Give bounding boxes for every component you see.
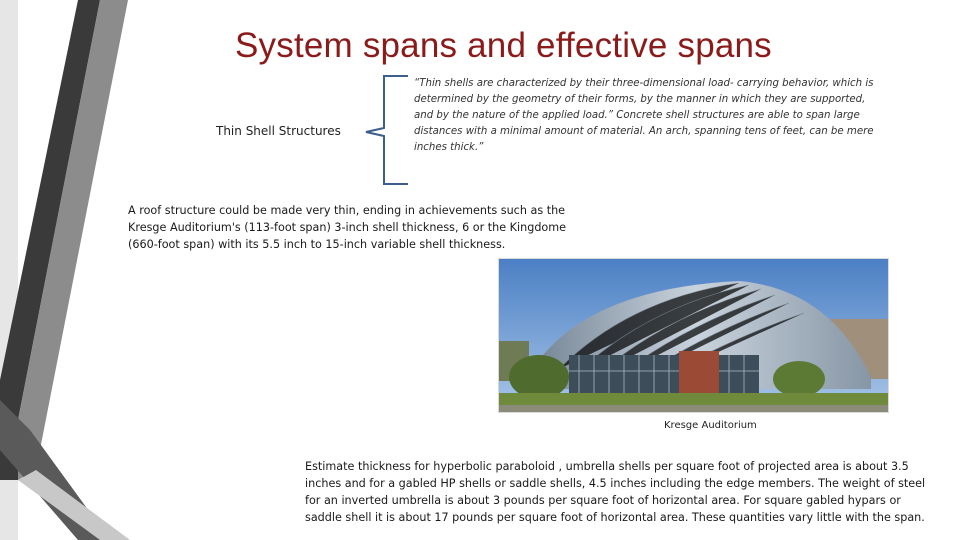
kresge-auditorium-photo bbox=[498, 258, 889, 413]
thin-shell-label: Thin Shell Structures bbox=[216, 124, 341, 138]
auditorium-illustration bbox=[499, 259, 888, 412]
photo-caption: Kresge Auditorium bbox=[664, 420, 757, 431]
roof-paragraph: A roof structure could be made very thin, ending in achievements such as the Kresge Auditorium's (113-foot span) 3-inch shell thickness, 6 or the Kingdome (660-foot span) with its 5.5 inch to 15-inch variable shell thickness. bbox=[128, 204, 567, 251]
decorative-side-bands bbox=[0, 0, 140, 540]
estimate-paragraph: Estimate thickness for hyperbolic paraboloid , umbrella shells per square foot of projected area is about 3.5 inches and for a gabled HP shells or saddle shells, 4.5 inches including the edge members. The weight of steel for an inverted umbrella is about 3 pounds per square foot of horizontal area. For square gabled hypars or saddle shell it is about 17 pounds per square foot of horizontal area. These quantities vary little with the span. bbox=[305, 460, 926, 524]
slide-title: System spans and effective spans bbox=[235, 26, 772, 65]
left-curly-bracket-icon bbox=[360, 74, 412, 186]
quote-text: “Thin shells are characterized by their three-dimensional load- carrying behavior, which is determined by the geometry of their forms, by the manner in which they are supported, and by the nature of the applied load.” Concrete shell structures are able to span large distances with a minimal amount of material. An arch, spanning tens of feet, can be mere inches thick.” bbox=[414, 78, 874, 153]
